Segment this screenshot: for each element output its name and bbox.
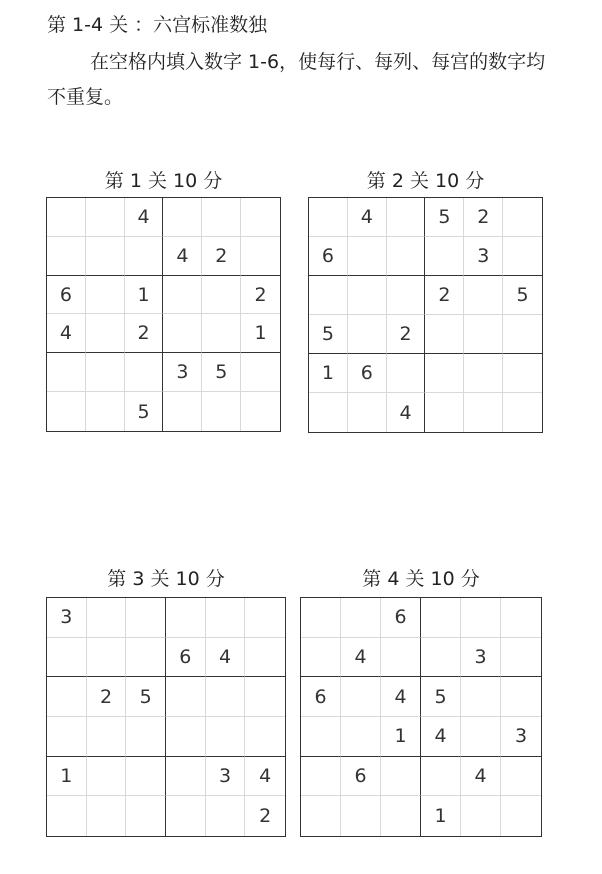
grid-cell[interactable]: 4 <box>421 717 461 757</box>
grid-cell[interactable]: 2 <box>125 314 164 353</box>
grid-cell[interactable]: 5 <box>309 315 348 354</box>
grid-cell[interactable] <box>461 717 501 757</box>
grid-cell[interactable]: 3 <box>461 638 501 678</box>
grid-cell[interactable]: 5 <box>125 392 164 431</box>
grid-cell[interactable] <box>126 717 166 757</box>
puzzle-title: 第 1 关 10 分 <box>104 170 223 192</box>
grid-cell[interactable]: 1 <box>241 314 280 353</box>
grid-cell[interactable] <box>501 598 541 638</box>
grid-cell[interactable] <box>166 677 206 717</box>
grid-cell[interactable] <box>206 598 246 638</box>
grid-cell[interactable]: 6 <box>309 237 348 276</box>
grid-cell[interactable] <box>87 757 127 797</box>
grid-cell[interactable]: 4 <box>206 638 246 678</box>
puzzle-title: 第 2 关 10 分 <box>366 170 485 192</box>
grid-cell[interactable] <box>166 598 206 638</box>
grid-cell[interactable] <box>461 796 501 836</box>
grid-cell[interactable] <box>341 796 381 836</box>
grid-cell[interactable] <box>87 598 127 638</box>
instructions: 在空格内填入数字 1-6，使每行、每列、每宫的数字均不重复。 <box>47 51 546 108</box>
grid-cell[interactable] <box>126 757 166 797</box>
grid-cell[interactable] <box>461 677 501 717</box>
grid-cell[interactable]: 4 <box>461 757 501 797</box>
grid-cell[interactable]: 4 <box>47 314 86 353</box>
grid-cell[interactable]: 4 <box>348 198 387 237</box>
grid-cell[interactable] <box>87 796 127 836</box>
grid-cell[interactable] <box>166 717 206 757</box>
grid-cell[interactable] <box>47 677 87 717</box>
grid-cell[interactable] <box>166 796 206 836</box>
grid-cell[interactable]: 6 <box>47 276 86 315</box>
grid-cell[interactable] <box>301 638 341 678</box>
grid-cell[interactable] <box>421 598 461 638</box>
puzzle-title: 第 3 关 10 分 <box>107 568 225 590</box>
puzzle-4 <box>300 0 542 874</box>
grid-cell[interactable]: 4 <box>245 757 285 797</box>
grid-cell[interactable]: 3 <box>501 717 541 757</box>
grid-cell[interactable] <box>301 796 341 836</box>
grid-cell[interactable]: 3 <box>163 353 202 392</box>
grid-cell[interactable]: 2 <box>202 237 241 276</box>
grid-cell[interactable]: 5 <box>421 677 461 717</box>
sudoku-grid <box>300 597 542 837</box>
grid-cell[interactable] <box>421 757 461 797</box>
grid-cell[interactable]: 6 <box>166 638 206 678</box>
grid-cell[interactable] <box>245 598 285 638</box>
grid-cell[interactable]: 5 <box>425 198 464 237</box>
grid-cell[interactable]: 1 <box>381 717 421 757</box>
grid-cell[interactable]: 2 <box>241 276 280 315</box>
grid-cell[interactable] <box>206 717 246 757</box>
grid-cell[interactable] <box>126 796 166 836</box>
grid-cell[interactable] <box>245 677 285 717</box>
grid-cell[interactable] <box>47 717 87 757</box>
grid-cell[interactable] <box>381 638 421 678</box>
grid-cell[interactable] <box>166 757 206 797</box>
grid-cell[interactable] <box>341 717 381 757</box>
grid-cell[interactable] <box>501 796 541 836</box>
grid-cell[interactable] <box>47 796 87 836</box>
grid-cell[interactable] <box>341 598 381 638</box>
grid-cell[interactable] <box>421 638 461 678</box>
grid-cell[interactable] <box>381 757 421 797</box>
grid-cell[interactable]: 2 <box>425 276 464 315</box>
grid-cell[interactable]: 1 <box>125 276 164 315</box>
grid-cell[interactable]: 6 <box>341 757 381 797</box>
grid-cell[interactable] <box>206 796 246 836</box>
grid-cell[interactable]: 6 <box>301 677 341 717</box>
grid-cell[interactable] <box>301 757 341 797</box>
grid-cell[interactable]: 2 <box>87 677 127 717</box>
grid-cell[interactable]: 5 <box>126 677 166 717</box>
puzzle-3 <box>46 0 286 874</box>
grid-cell[interactable] <box>501 638 541 678</box>
grid-cell[interactable] <box>381 796 421 836</box>
grid-cell[interactable]: 3 <box>464 237 503 276</box>
grid-cell[interactable]: 5 <box>503 276 542 315</box>
grid-cell[interactable]: 1 <box>47 757 87 797</box>
grid-cell[interactable]: 4 <box>341 638 381 678</box>
grid-cell[interactable] <box>501 757 541 797</box>
grid-cell[interactable] <box>341 677 381 717</box>
grid-cell[interactable] <box>47 638 87 678</box>
grid-cell[interactable]: 2 <box>259 805 272 828</box>
grid-cell[interactable]: 4 <box>163 237 202 276</box>
grid-cell[interactable] <box>87 717 127 757</box>
grid-cell[interactable]: 6 <box>348 354 387 393</box>
grid-cell[interactable] <box>461 598 501 638</box>
grid-cell[interactable] <box>126 638 166 678</box>
grid-cell[interactable] <box>301 717 341 757</box>
grid-cell[interactable] <box>126 598 166 638</box>
grid-cell[interactable] <box>245 638 285 678</box>
grid-cell[interactable]: 3 <box>206 757 246 797</box>
sudoku-grid <box>46 597 286 837</box>
grid-cell[interactable]: 4 <box>387 393 426 432</box>
grid-cell[interactable]: 3 <box>47 598 87 638</box>
grid-cell[interactable]: 5 <box>202 353 241 392</box>
grid-cell[interactable] <box>87 638 127 678</box>
page-heading: 第 1-4 关 ：六宫标准数独 <box>47 14 268 36</box>
grid-cell[interactable]: 2 <box>464 198 503 237</box>
puzzle-title: 第 4 关 10 分 <box>362 568 480 590</box>
grid-cell[interactable] <box>245 717 285 757</box>
grid-cell[interactable] <box>206 677 246 717</box>
grid-cell[interactable]: 6 <box>381 598 421 638</box>
grid-cell[interactable]: 2 <box>387 315 426 354</box>
grid-cell[interactable]: 4 <box>381 677 421 717</box>
grid-cell[interactable]: 1 <box>309 354 348 393</box>
grid-cell[interactable] <box>301 598 341 638</box>
grid-cell[interactable]: 1 <box>421 796 461 836</box>
grid-cell[interactable]: 4 <box>125 198 164 237</box>
grid-cell[interactable] <box>501 677 541 717</box>
